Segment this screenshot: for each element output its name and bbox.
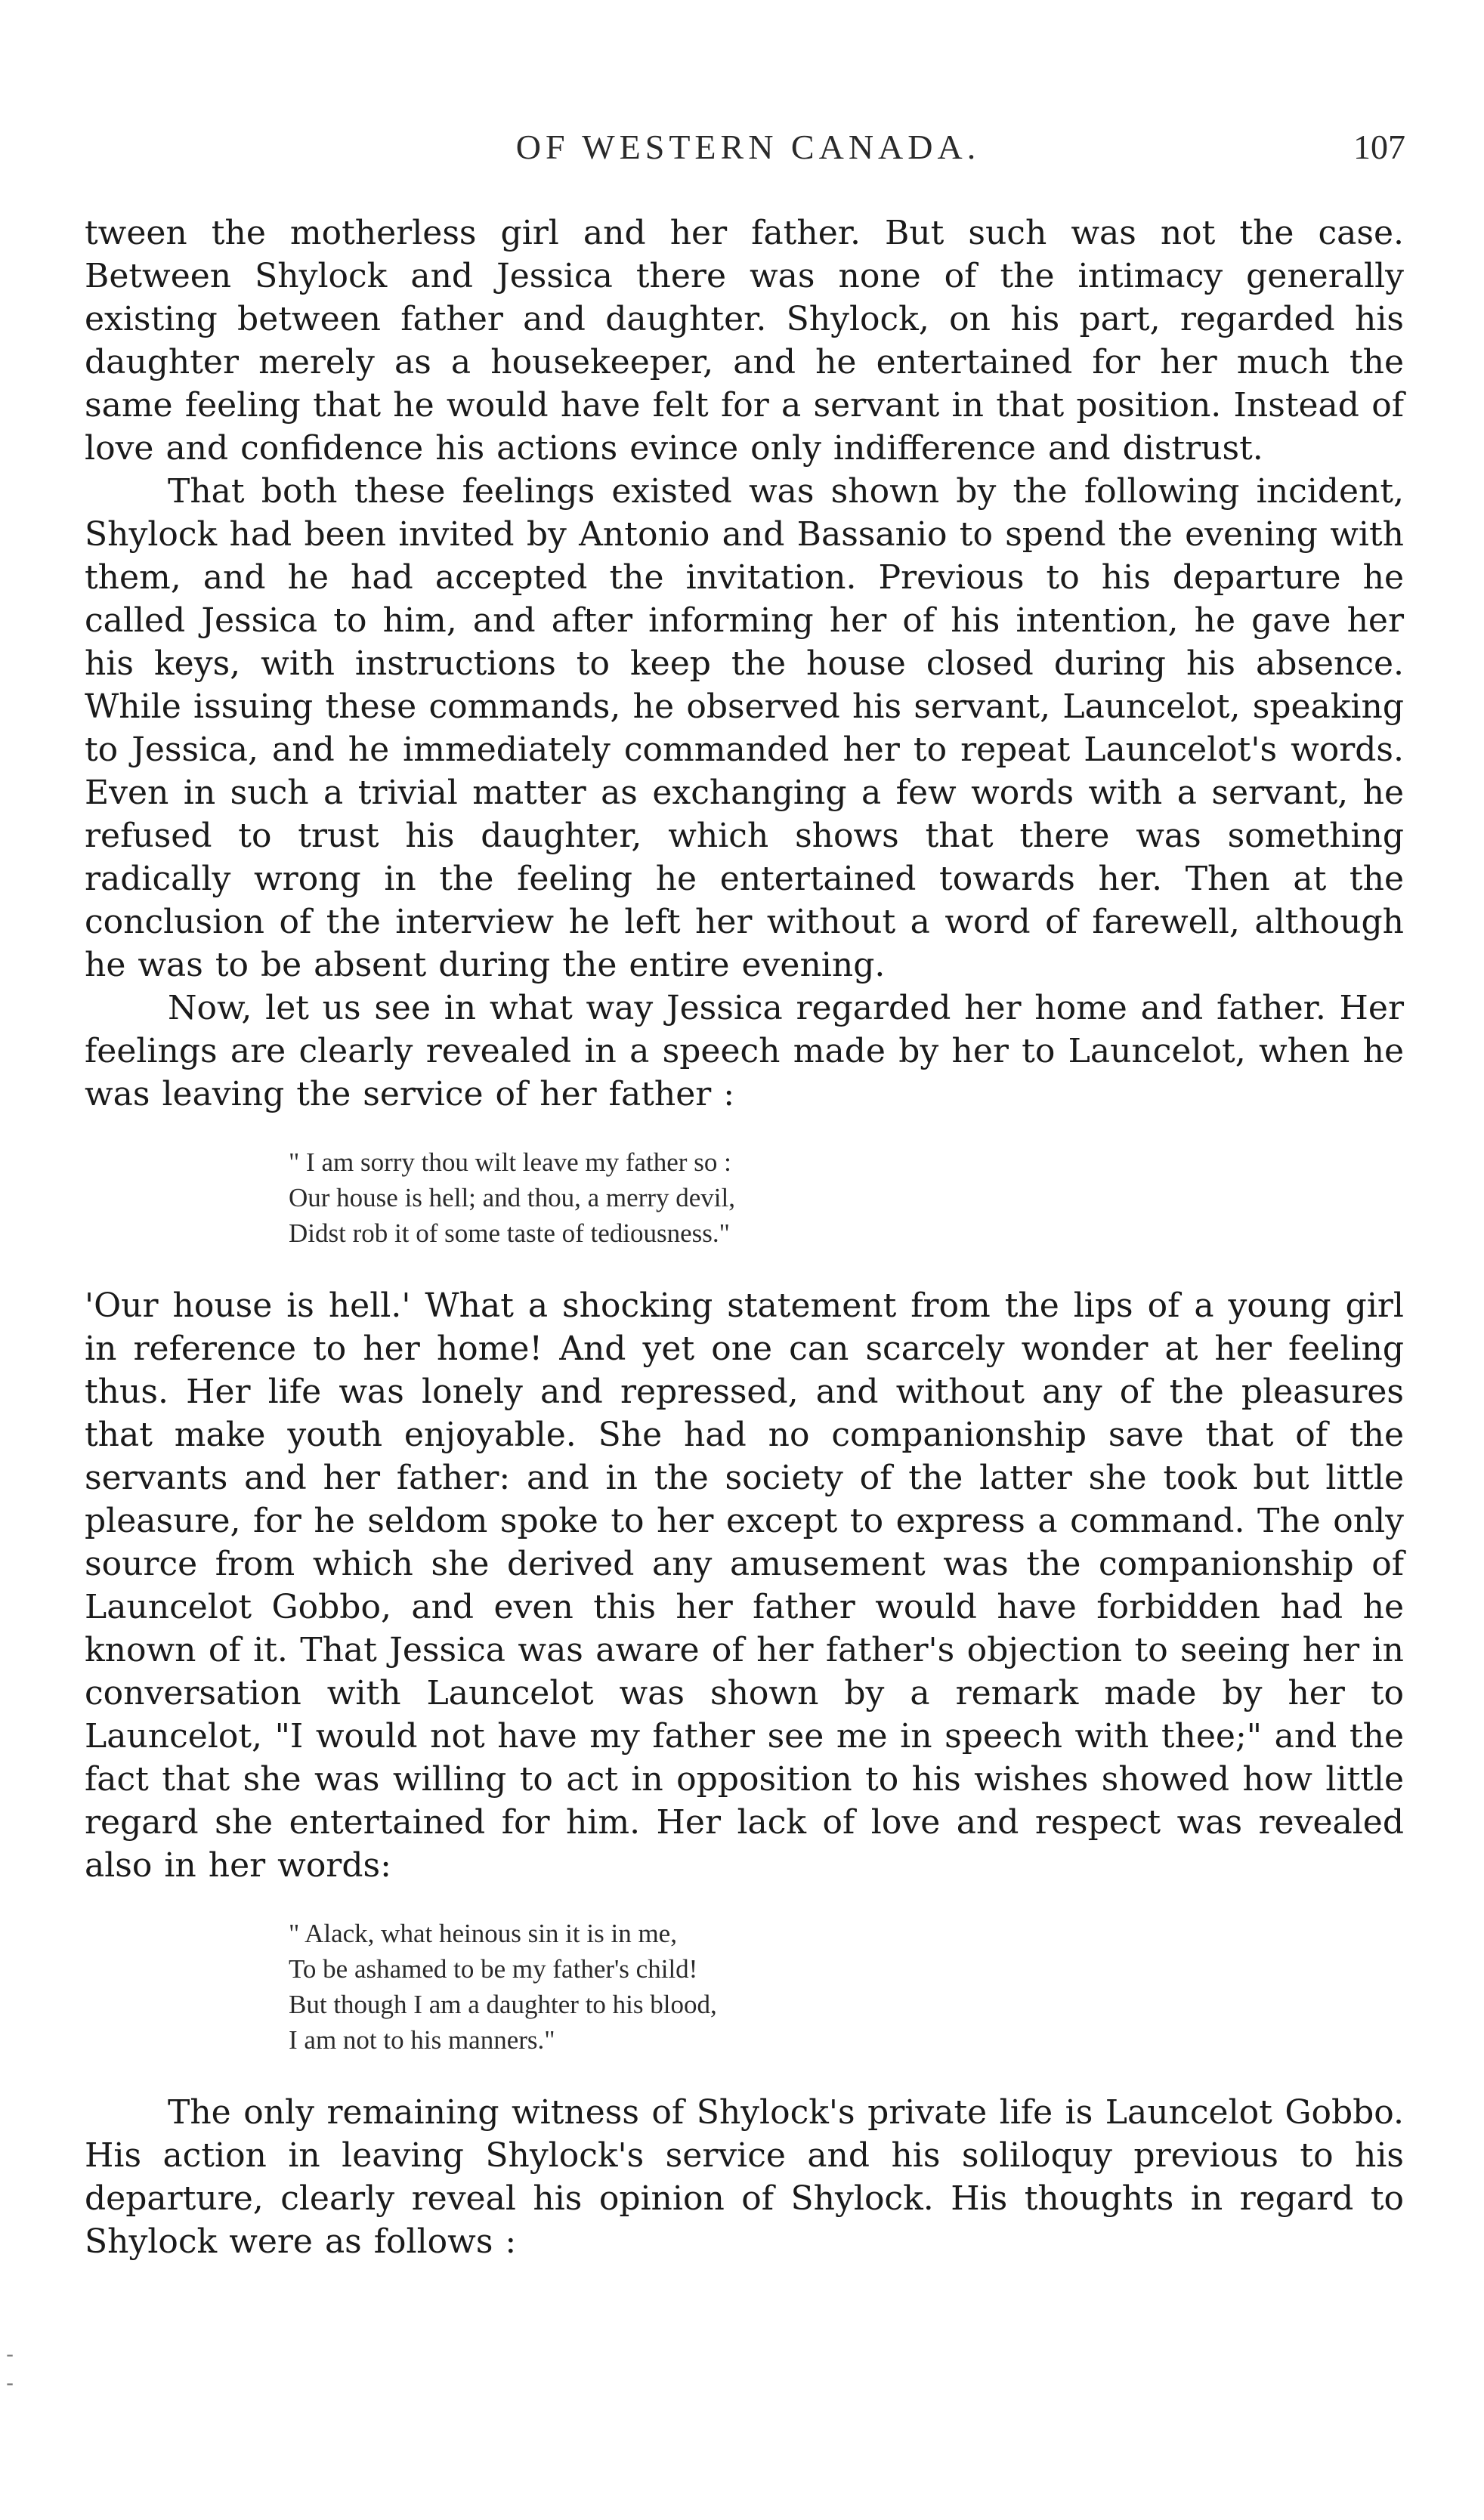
quote-line: Didst rob it of some taste of tediousness." bbox=[289, 1218, 730, 1248]
paragraph-incident: That both these feelings existed was shown by the following incident, Shylock had been invited by Antonio and Bassanio to spend the evening with them, and he had accepted the invitation. Previous to his departure he called Jessica to him, and after informing her of his intention, he gave her his keys, with instructions to keep the house closed during his absence. While issuing these commands, he observed his servant, Launcelot, speaking to Jessica, and he immediately commanded her to repeat Launcelot's words. Even in such a trivial matter as exchanging a few words with a servant, he refused to trust his daughter, which shows that there was something radically wrong in the feeling he entertained towards her. Then at the conclusion of the interview he left her without a word of farewell, although he was to be absent during the entire evening. bbox=[85, 472, 1404, 984]
block-quote-our-house bbox=[289, 1144, 1404, 1251]
quote-line: But though I am a daughter to his blood, bbox=[289, 1990, 717, 2019]
quote-line: To be ashamed to be my father's child! bbox=[289, 1954, 698, 1984]
quote-line: Our house is hell; and thou, a merry devil, bbox=[289, 1183, 735, 1212]
body-text bbox=[85, 212, 1404, 2263]
paragraph-continuation: tween the motherless girl and her father. But such was not the case. Between Shylock and Jessica there was none of the intimacy generally existing between father and daughter. Shylock, on his part, regarded his daughter merely as a housekeeper, and he entertained for her much the same feeling that he would have felt for a servant in that position. Instead of love and confidence his actions evince only indifference and distrust. bbox=[85, 214, 1404, 468]
page-number: 107 bbox=[1353, 128, 1405, 166]
margin-tick-mark: - bbox=[6, 2370, 14, 2395]
block-quote-alack bbox=[289, 1916, 1404, 2058]
quote-line: " Alack, what heinous sin it is in me, bbox=[289, 1919, 677, 1948]
paragraph-jessica-regard: Now, let us see in what way Jessica regarded her home and father. Her feelings are clearly revealed in a speech made by her to Launcelot, when he was leaving the service of her father : bbox=[85, 989, 1404, 1113]
margin-tick-mark: - bbox=[6, 2342, 14, 2367]
running-title: OF WESTERN CANADA. bbox=[515, 128, 981, 166]
quote-line: " I am sorry thou wilt leave my father so : bbox=[289, 1147, 731, 1177]
paragraph-our-house-is-hell: 'Our house is hell.' What a shocking statement from the lips of a young girl in reference to her home! And yet one can scarcely wonder at her feeling thus. Her life was lonely and repressed, and without any of the pleasures that make youth enjoyable. She had no companionship save that of the servants and her father: and in the society of the latter she took but little pleasure, for he seldom spoke to her except to express a command. The only source from which she derived any amusement was the companionship of Launcelot Gobbo, and even this her father would have forbidden had he known of it. That Jessica was aware of her father's objection to seeing her in conversation with Launcelot was shown by a remark made by her to Launcelot, "I would not have my father see me in speech with thee;" and the fact that she was willing to act in opposition to his wishes showed how little regard she entertained for him. Her lack of love and respect was revealed also in her words: bbox=[85, 1286, 1404, 1885]
quote-line: I am not to his manners." bbox=[289, 2025, 555, 2055]
paragraph-launcelot-gobbo: The only remaining witness of Shylock's private life is Launcelot Gobbo. His action in leaving Shylock's service and his soliloquy previous to his departure, clearly reveal his opinion of Shylock. His thoughts in regard to Shylock were as follows : bbox=[85, 2093, 1404, 2261]
running-head bbox=[83, 127, 1413, 172]
